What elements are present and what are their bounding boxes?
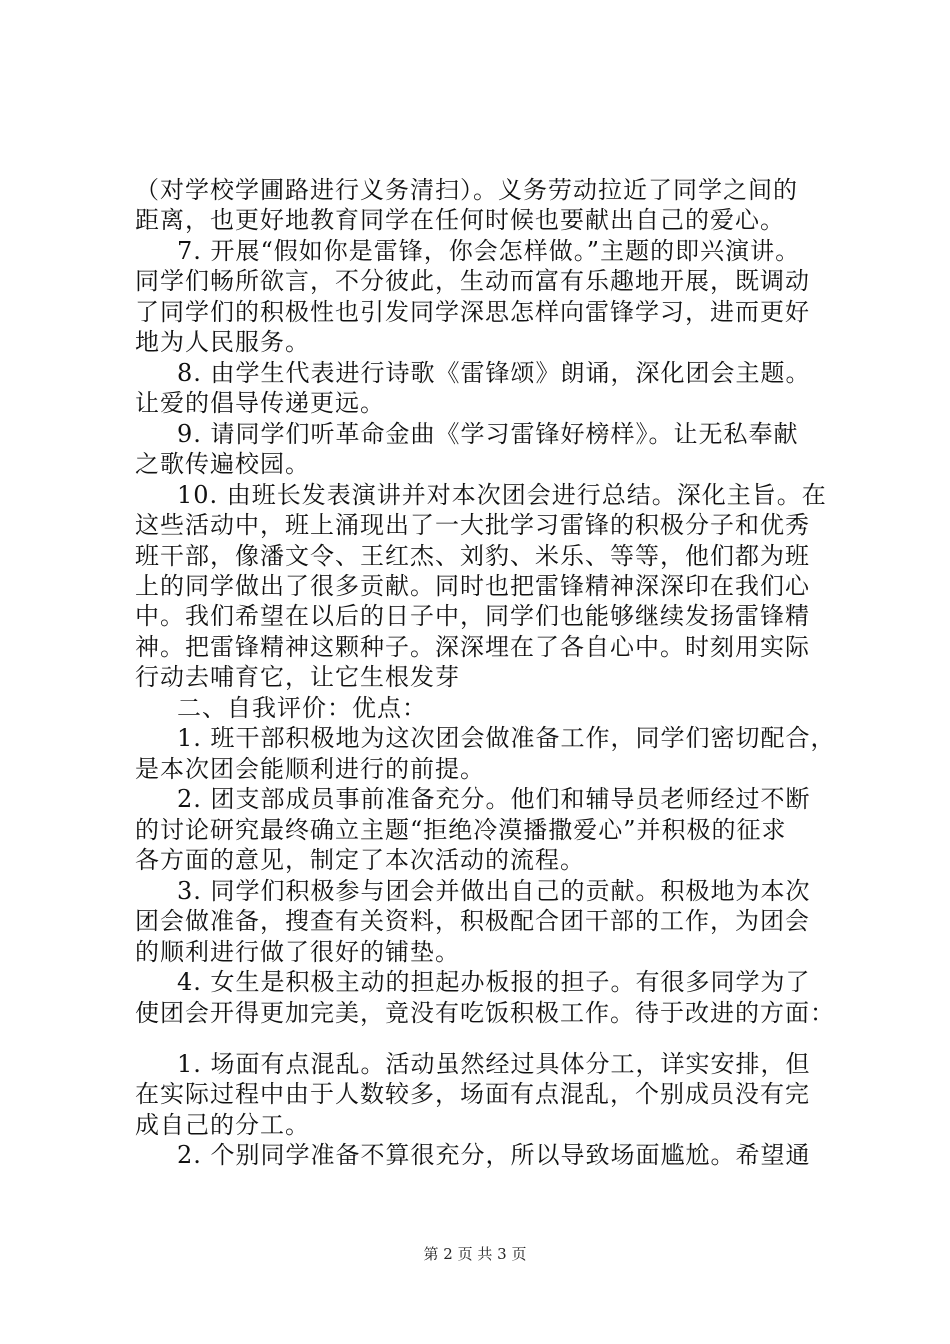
text-line: 2. 团支部成员事前准备充分。他们和辅导员老师经过不断: [177, 785, 811, 813]
text-line: 了同学们的积极性也引发同学深思怎样向雷锋学习，进而更好: [135, 298, 810, 326]
text-line: 中。我们希望在以后的日子中，同学们也能够继续发扬雷锋精: [135, 602, 810, 630]
text-line: 1. 场面有点混乱。活动虽然经过具体分工，详实安排，但: [177, 1050, 811, 1078]
text-line: 上的同学做出了很多贡献。同时也把雷锋精神深深印在我们心: [135, 572, 810, 600]
text-line: 7. 开展“假如你是雷锋，你会怎样做。”主题的即兴演讲。: [177, 237, 801, 265]
text-line: 地为人民服务。: [135, 328, 310, 356]
text-line: 9. 请同学们听革命金曲《学习雷锋好榜样》。让无私奉献: [177, 420, 799, 448]
text-line: 各方面的意见，制定了本次活动的流程。: [135, 846, 585, 874]
text-line: 距离，也更好地教育同学在任何时候也要献出自己的爱心。: [135, 206, 785, 234]
text-line: 的讨论研究最终确立主题“拒绝冷漠播撒爱心”并积极的征求: [135, 816, 787, 844]
text-line: 在实际过程中由于人数较多，场面有点混乱，个别成员没有完: [135, 1080, 810, 1108]
text-line: 这些活动中，班上涌现出了一大批学习雷锋的积极分子和优秀: [135, 511, 810, 539]
text-line: 行动去哺育它，让它生根发芽: [135, 663, 460, 691]
text-line: 是本次团会能顺利进行的前提。: [135, 755, 485, 783]
text-line: 2. 个别同学准备不算很充分，所以导致场面尴尬。希望通: [177, 1141, 811, 1169]
text-line: 4. 女生是积极主动的担起办板报的担子。有很多同学为了: [177, 968, 811, 996]
page-footer: 第 2 页 共 3 页: [423, 1245, 527, 1263]
text-line: 使团会开得更加完美，竟没有吃饭积极工作。待于改进的方面：: [135, 999, 835, 1027]
text-line: 成自己的分工。: [135, 1111, 310, 1139]
text-line: 让爱的倡导传递更远。: [135, 389, 385, 417]
text-line: 二、自我评价：优点：: [177, 694, 427, 722]
text-line: 8. 由学生代表进行诗歌《雷锋颂》朗诵，深化团会主题。: [177, 359, 811, 387]
text-line: 10. 由班长发表演讲并对本次团会进行总结。深化主旨。在: [177, 481, 827, 509]
text-line: 之歌传遍校园。: [135, 450, 310, 478]
text-line: 班干部，像潘文令、王红杰、刘豹、米乐、等等，他们都为班: [135, 542, 810, 570]
text-line: 神。把雷锋精神这颗种子。深深埋在了各自心中。时刻用实际: [135, 633, 810, 661]
text-line: 同学们畅所欲言，不分彼此，生动而富有乐趣地开展，既调动: [135, 267, 810, 295]
text-line: 1. 班干部积极地为这次团会做准备工作，同学们密切配合，: [177, 724, 836, 752]
text-line: 团会做准备，搜查有关资料，积极配合团干部的工作，为团会: [135, 907, 810, 935]
text-line: （对学校学圃路进行义务清扫）。义务劳动拉近了同学之间的: [135, 176, 798, 204]
text-line: 3. 同学们积极参与团会并做出自己的贡献。积极地为本次: [177, 877, 811, 905]
text-line: 的顺利进行做了很好的铺垫。: [135, 938, 460, 966]
